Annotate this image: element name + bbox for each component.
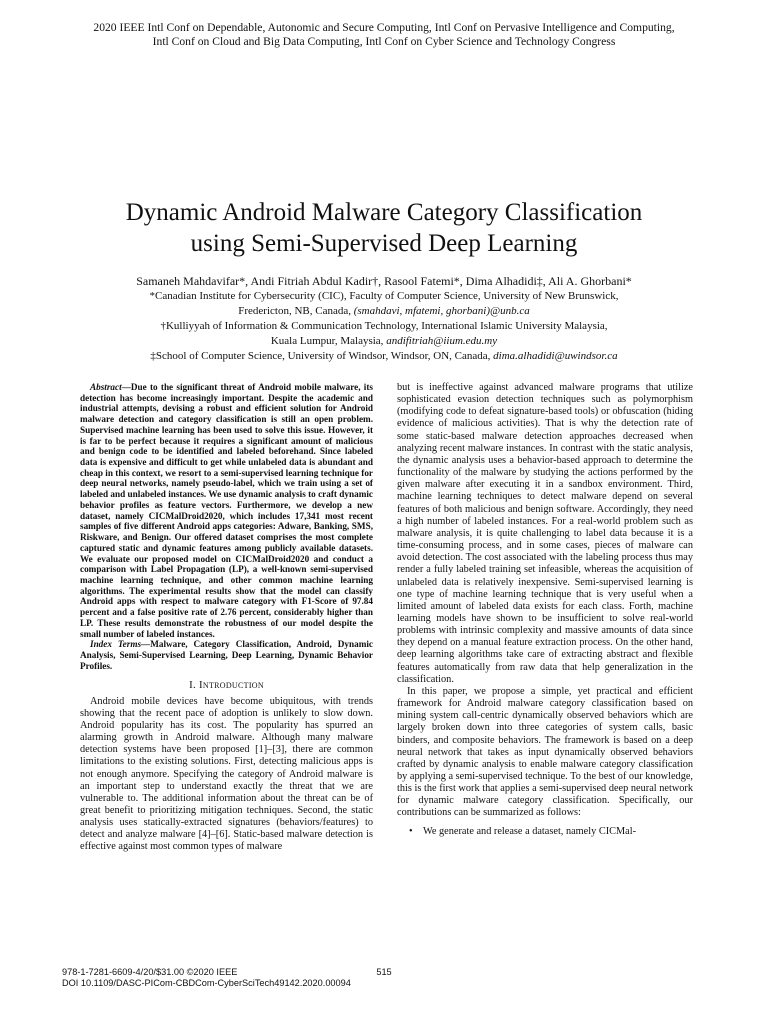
paper-title-line-1: Dynamic Android Malware Category Classification: [125, 199, 643, 226]
intro-paragraph-1: Android mobile devices have become ubiquitous, with trends showing that the recent pace of adoption is unlikely to slow down. Android popularity has its cost. The popularity has spurred an alarming growth in Android malware. Although many malware detection systems have been proposed [1]–[3], there are common limitations to the existing solutions. First, detecting malicious apps is not enough anymore. Specifying the category of Android malware is an important step to understand exactly the threat that we are vulnerable to. The additional information about the threat can be of great benefit to prioritizing mitigation techniques. Second, the static analysis uses statically-extracted signatures (behaviors/features) to detect and analyze malware [4]–[6]. Static-based malware detection is effective against most common types of malware: [80, 695, 373, 853]
footer-publication-info: [62, 967, 351, 989]
footer-doi: DOI 10.1109/DASC-PICom-CBDCom-CyberSciTech49142.2020.00094: [62, 978, 351, 988]
abstract-text: —Due to the significant threat of Android mobile malware, its detection has become increasingly important. Despite the academic and industrial attempts, devising a robust and efficient solution for Android malware detection and category classification is still an open problem. Supervised machine learning has been used to solve this issue. However, it is far to be perfect because it requires a significant amount of malicious and benign code to be identified and labeled beforehand. Since labeled data is expensive and difficult to get while unlabeled data is abundant and cheap in this context, we resort to a semi-supervised learning technique for deep neural networks, namely pseudo-label, which we train using a set of labeled and unlabeled instances. We use dynamic analysis to craft dynamic behavior profiles as feature vectors. Furthermore, we develop a new dataset, namely CICMalDroid2020, which includes 17,341 most recent samples of five different Android apps categories: Adware, Banking, SMS, Riskware, and Benign. Our offered dataset comprises the most complete captured static and dynamic features among publicly available datasets. We evaluate our proposed model on CICMalDroid2020 and conduct a comparison with Label Propagation (LP), a well-known semi-supervised machine learning technique, and other common machine learning algorithms. The experimental results show that the model can classify Android apps with respect to malware category with F1-Score of 97.84 percent and a false positive rate of 2.76 percent, considerably higher than LP. These results demonstrate the robustness of our model despite the small number of labeled instances.: [80, 382, 373, 639]
abstract-lead: Abstract: [90, 382, 122, 392]
affiliation-2-line-1: †Kulliyyah of Information & Communication Technology, International Islamic University Malaysia,: [160, 320, 608, 332]
author-block: [20, 273, 748, 364]
paper-title-line-2: using Semi-Supervised Deep Learning: [190, 230, 578, 257]
index-terms-lead: Index Terms: [90, 639, 142, 650]
affiliation-1-line-2: [20, 304, 748, 319]
contribution-list-item: [397, 826, 693, 838]
footer-isbn: 978-1-7281-6609-4/20/$31.00 ©2020 IEEE: [62, 967, 238, 977]
conference-header: [20, 21, 748, 49]
affiliation-1-email: (smahdavi, mfatemi, ghorbani)@unb.ca: [353, 305, 530, 317]
affiliation-3-location: ‡School of Computer Science, University of Windsor, Windsor, ON, Canada,: [150, 350, 491, 362]
index-terms: [80, 639, 373, 671]
section-numeral: I.: [189, 679, 196, 692]
author-names: Samaneh Mahdavifar*, Andi Fitriah Abdul Kadir†, Rasool Fatemi*, Dima Alhadidi‡, Ali A. Ghorbani*: [136, 274, 632, 288]
affiliation-2-line-2: [20, 334, 748, 349]
affiliation-2-email: andifitriah@iium.edu.my: [386, 335, 498, 347]
affiliation-2-location: Kuala Lumpur, Malaysia,: [270, 335, 384, 347]
affiliation-1-line-1: *Canadian Institute for Cybersecurity (CIC), Faculty of Computer Science, University of New Brunswick,: [149, 290, 619, 302]
index-terms-text: —Malware, Category Classification, Android, Dynamic Analysis, Semi-Supervised Learning, Deep Learning, Dynamic Behavior Profiles.: [80, 639, 374, 671]
paper-title: [20, 197, 748, 259]
contribution-text: We generate and release a dataset, namely CICMal-: [423, 825, 637, 837]
section-title: Introduction: [198, 679, 264, 692]
page-number: 515: [376, 967, 392, 977]
right-column: [397, 382, 693, 838]
affiliation-3-email: dima.alhadidi@uwindsor.ca: [493, 350, 618, 362]
affiliation-1-location: Fredericton, NB, Canada,: [238, 305, 351, 317]
abstract: [80, 382, 373, 639]
intro-paragraph-1-continued: but is ineffective against advanced malware programs that utilize sophisticated evasion detection techniques such as polymorphism (modifying code to defeat signature-based tools) or obfuscation (hiding evidence of malicious activities). That is why the detection rate of some static-based malware detection approaches decreased when analyzing recent malware instances. In contrast with the static analysis, the dynamic analysis uses a behavior-based approach to determine the functionality of the malware by studying the actions performed by the given malware after executing it in a sandbox environment. Third, machine learning techniques to detect malware depend on several features of both malicious and benign software. Accordingly, they need a high number of labeled instances. For a real-world problem such as malware analysis, it is quite challenging to label data because it is a time-consuming process, and in some cases, pieces of malware can avoid detection. The cost associated with the labeling process thus may render a fully labeled training set infeasible, whereas the acquisition of unlabeled data is relatively inexpensive. Semi-supervised learning is one type of machine learning technique that is very useful when a limited amount of labeled data exists for each class. Forth, machine learning models have shown to be insufficient to solve real-world problems with intrinsic complexity and massive amounts of data since they depend on a manual feature extraction process. On the other hand, deep learning algorithms take care of extracting abstract and flexible features automatically from raw data that help generalization in the classification.: [397, 382, 693, 685]
affiliation-3: [20, 349, 748, 364]
section-heading-introduction: [80, 679, 373, 691]
conference-header-line-2: Intl Conf on Cloud and Big Data Computing, Intl Conf on Cyber Science and Technology Congress: [152, 35, 616, 48]
conference-header-line-1: 2020 IEEE Intl Conf on Dependable, Autonomic and Secure Computing, Intl Conf on Pervasive Intelligence and Computing,: [93, 21, 675, 34]
bullet-icon: •: [409, 825, 413, 837]
intro-paragraph-2: In this paper, we propose a simple, yet practical and efficient framework for Android malware category classification based on mining system call-centric dynamically observed behaviors which are largely broken down into three categories of system calls, basic binders, and composite behaviors. The framework is based on a deep neural network that takes as input dynamically observed behaviors crafted by dynamic analysis to enable malware category classification by applying a semi-supervised technique. To the best of our knowledge, this is the first work that applies a semi-supervised deep neural network for dynamic malware category classification. Specifically, our contributions can be summarized as follows:: [397, 685, 693, 819]
left-column: [80, 382, 373, 854]
